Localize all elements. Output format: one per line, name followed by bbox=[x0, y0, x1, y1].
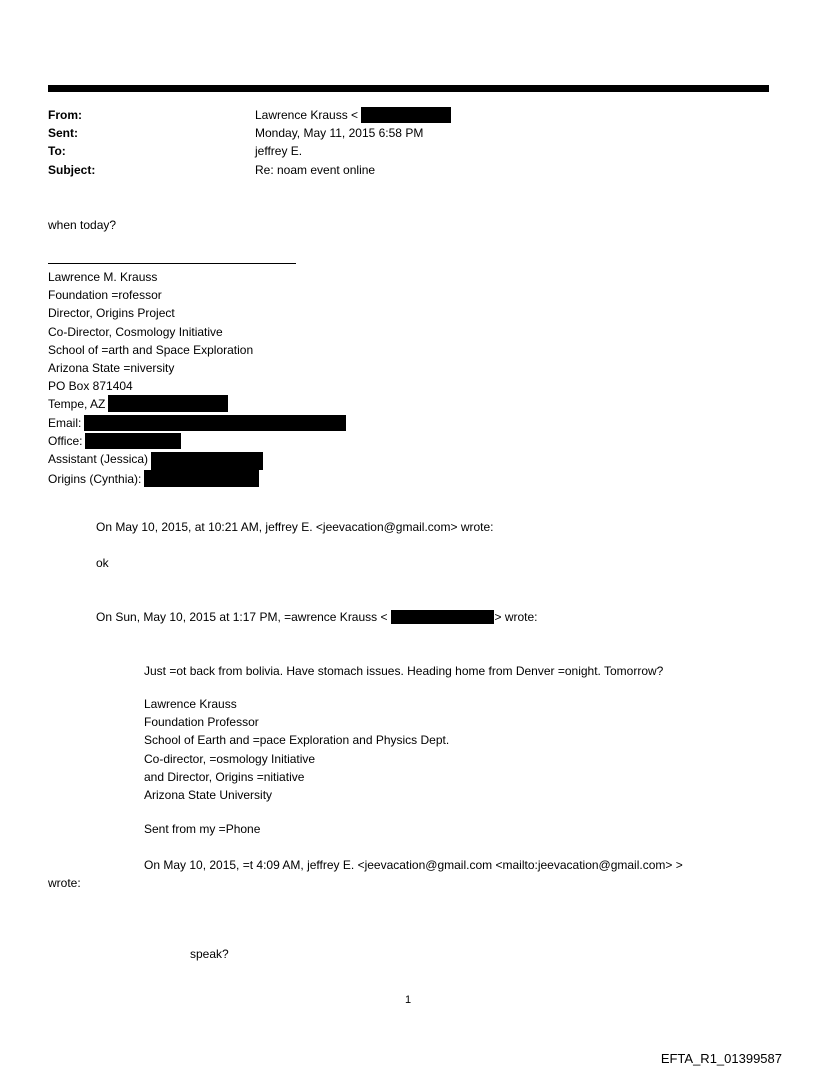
quoted-attribution bbox=[96, 608, 538, 626]
signature-line bbox=[48, 432, 346, 450]
signature-line bbox=[48, 414, 346, 432]
signature-line: Director, Origins Project bbox=[48, 306, 175, 321]
email-body-text: when today? bbox=[48, 218, 117, 232]
from-value-text: Lawrence Krauss < bbox=[255, 108, 359, 122]
signature-text: Assistant (Jessica) bbox=[48, 452, 149, 467]
subject-label: Subject: bbox=[48, 162, 96, 177]
signature-line: Arizona State University bbox=[144, 788, 273, 803]
attribution-wrap-text: wrote: bbox=[48, 876, 81, 890]
signature-block bbox=[48, 268, 346, 488]
to-value: jeffrey E. bbox=[255, 144, 303, 159]
signature-text: Tempe, AZ bbox=[48, 397, 106, 412]
bates-number: EFTA_R1_01399587 bbox=[660, 1051, 782, 1066]
top-rule bbox=[48, 85, 769, 92]
redaction-bar bbox=[391, 610, 494, 624]
signature-line: Foundation Professor bbox=[144, 715, 259, 730]
quoted-question-text: speak? bbox=[190, 947, 229, 961]
redaction-bar bbox=[151, 452, 263, 470]
quoted-reply-text: ok bbox=[96, 556, 109, 570]
signature-line: PO Box 871404 bbox=[48, 379, 133, 394]
redaction-bar bbox=[85, 433, 181, 449]
redaction-bar bbox=[84, 415, 346, 431]
signature-text: Office: bbox=[48, 433, 83, 448]
signature-line: Lawrence Krauss bbox=[144, 697, 237, 711]
from-value bbox=[255, 106, 451, 124]
redaction-bar bbox=[144, 470, 259, 487]
signature-line: Arizona State =niversity bbox=[48, 361, 175, 376]
sent-value: Monday, May 11, 2015 6:58 PM bbox=[255, 126, 424, 141]
page-number: 1 bbox=[404, 994, 412, 1006]
quoted-attribution: On May 10, 2015, =t 4:09 AM, jeffrey E. <jeevacation@gmail.com <mailto:jeevacation@gmail.com> > bbox=[144, 858, 683, 872]
redaction-bar bbox=[108, 395, 228, 412]
signature-line bbox=[48, 450, 346, 470]
to-label: To: bbox=[48, 144, 66, 159]
from-label: From: bbox=[48, 108, 82, 122]
signature-line bbox=[48, 470, 346, 488]
signature-text: Email: bbox=[48, 415, 82, 430]
redaction-bar bbox=[361, 107, 451, 123]
signature-line: Co-Director, Cosmology Initiative bbox=[48, 324, 223, 339]
signature-line: Co-director, =osmology Initiative bbox=[144, 751, 316, 766]
quoted-message-text: Just =ot back from bolivia. Have stomach issues. Heading home from Denver =onight. Tomorrow? bbox=[144, 664, 664, 678]
signature-line: School of =arth and Space Exploration bbox=[48, 342, 254, 357]
quoted-signature-block bbox=[144, 695, 449, 804]
attribution-text: > wrote: bbox=[494, 610, 538, 624]
signature-line bbox=[48, 395, 346, 413]
signature-line: Foundation =rofessor bbox=[48, 288, 162, 303]
subject-value: Re: noam event online bbox=[255, 162, 376, 177]
signature-text: Origins (Cynthia): bbox=[48, 472, 142, 487]
sent-from-line: Sent from my =Phone bbox=[144, 822, 261, 836]
quoted-attribution: On May 10, 2015, at 10:21 AM, jeffrey E. <jeevacation@gmail.com> wrote: bbox=[96, 520, 494, 534]
signature-line: and Director, Origins =nitiative bbox=[144, 769, 305, 784]
email-header bbox=[48, 106, 451, 179]
signature-separator bbox=[48, 263, 296, 264]
attribution-text: On Sun, May 10, 2015 at 1:17 PM, =awrence Krauss < bbox=[96, 610, 388, 624]
sent-label: Sent: bbox=[48, 126, 78, 141]
signature-line: Lawrence M. Krauss bbox=[48, 270, 158, 284]
signature-line: School of Earth and =pace Exploration and Physics Dept. bbox=[144, 733, 450, 748]
